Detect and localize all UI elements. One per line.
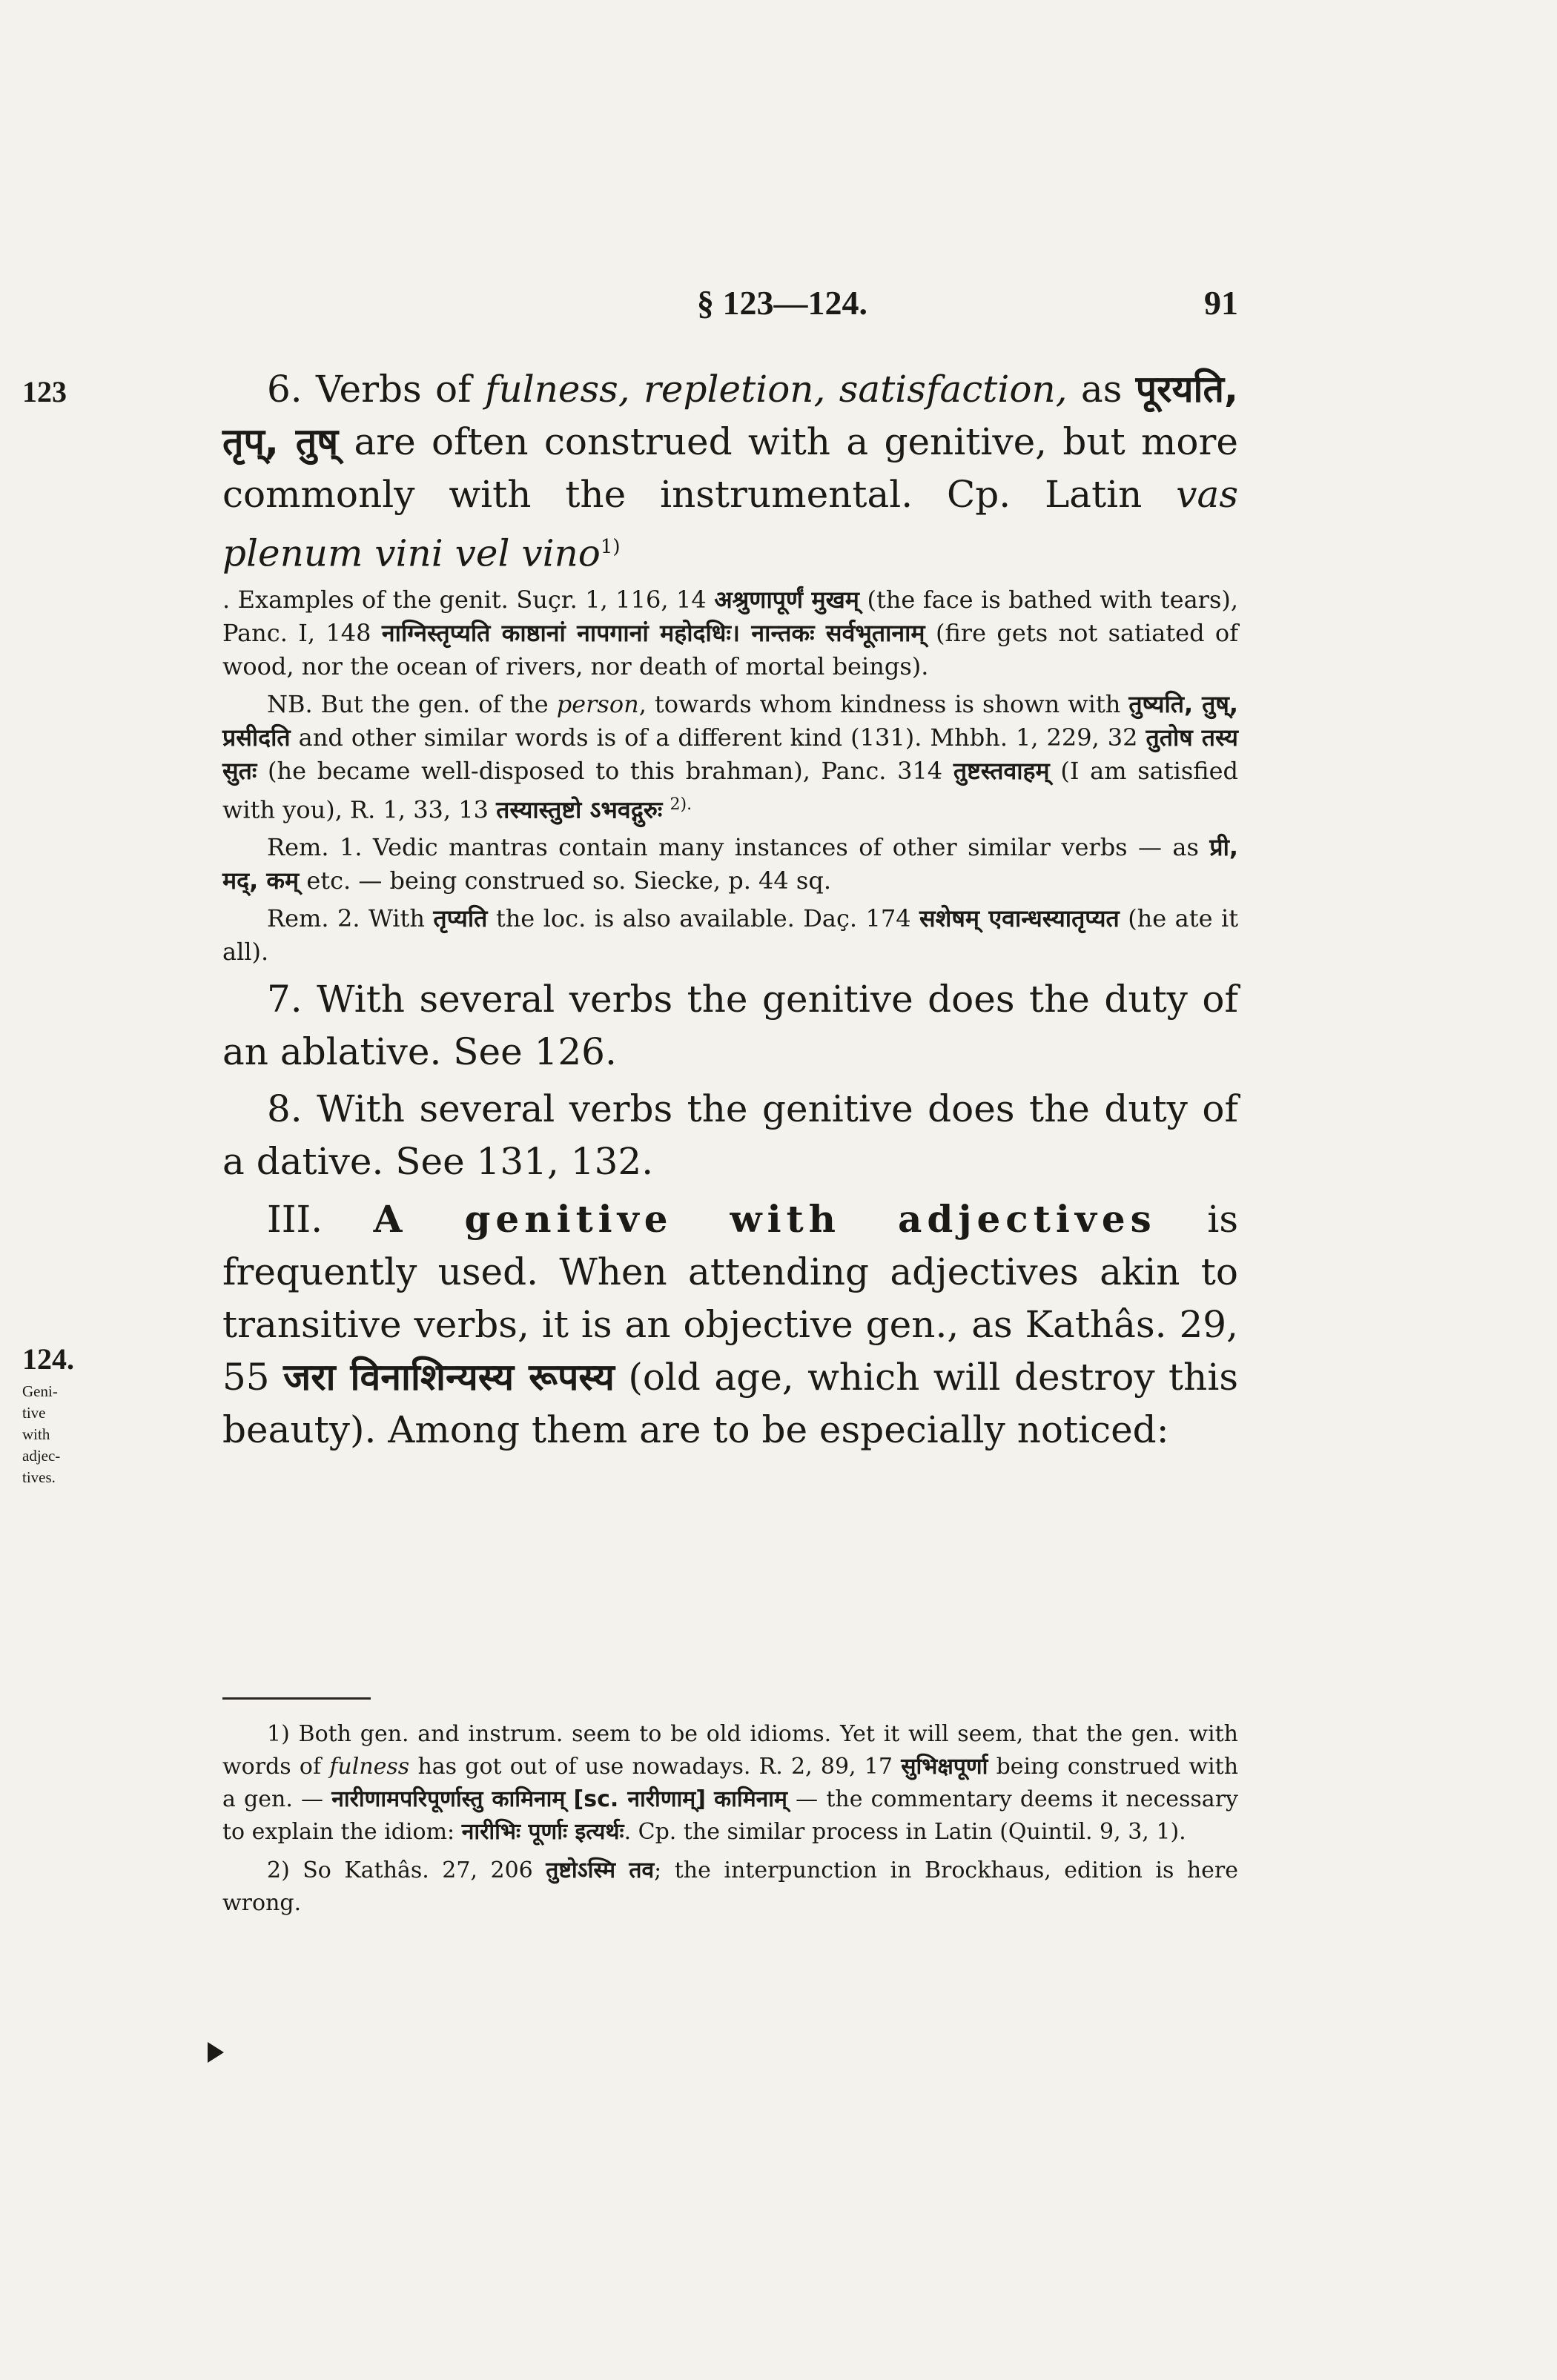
footnotes	[222, 1718, 1238, 1920]
page-turn-marker-icon	[208, 2042, 224, 2063]
margin-section-124	[22, 1342, 208, 1488]
para6-examples: . Examples of the genit. Suçr. 1, 116, 14 अश्रुणापूर्णं मुखम् (the face is bathed with tears), Panc. I, 148 नाग्निस्तृप्यति काष्ठानां नापगानां महोदधिः। नान्तकः सर्वभूतानाम् (fire gets not satiated of wood, nor the ocean of rivers, nor death of mortal beings).	[222, 585, 1239, 680]
footnote-2: 2) So Kathâs. 27, 206 तुष्टोऽस्मि तव; the interpunction in Brockhaus, edition is here wrong.	[222, 1857, 1238, 1916]
nb-note: NB. But the gen. of the person, towards whom kindness is shown with तुष्यति, तुष्, प्रसीदति and other similar words is of a different kind (131). Mhbh. 1, 229, 32 तुतोष तस्य सुतः (he became well-disposed to this brahman), Panc. 314 तुष्टस्तवाहम् (I am satisfied with you), R. 1, 33, 13 तस्यास्तुष्टो ऽभवद्गुरुः $^{2).}$	[222, 689, 1238, 824]
margin-number-123: 123	[22, 375, 67, 408]
sanskrit-example: जरा विनाशिन्यस्य रूपस्य	[283, 1356, 615, 1399]
para6-body: 6. Verbs of fulness, repletion, satisfaction, as पूरयति, तृप्, तुष् are often construed with a genitive, but more commonly with the instrumental. Cp. Latin vas plenum vini vel vino$^{1)}$	[222, 368, 1238, 575]
footnote-1: 1) Both gen. and instrum. seem to be old idioms. Yet it will seem, that the gen. with words of fulness has got out of use nowadays. R. 2, 89, 17 सुभिक्षपूर्णा being construed with a gen. — नारीणामपरिपूर्णास्तु कामिनाम् [sc. नारीणाम्] कामिनाम् — the commentary deems it necessary to explain the idiom: नारीभिः पूर्णाः इत्यर्थः. Cp. the similar process in Latin (Quintil. 9, 3, 1).	[222, 1721, 1239, 1845]
sanskrit-term: पूरयति,	[1135, 368, 1238, 411]
footnote-ref: 1)	[600, 536, 621, 558]
remark-2: Rem. 2. With तृप्यति the loc. is also available. Daç. 174 सशेषम् एवान्धस्यातृप्यत (he ate it all).	[222, 904, 1239, 967]
sanskrit-term: तृप्, तुष्	[222, 420, 339, 463]
paragraph-6	[222, 363, 1238, 1456]
margin-number-124: 124.	[22, 1342, 74, 1376]
footnote-divider	[222, 1697, 371, 1700]
footnote-ref: 2).	[670, 795, 692, 814]
sanskrit-example: अश्रुणापूर्णं मुखम्	[714, 585, 859, 614]
paragraph-124: III. A genitive with adjectives is frequently used. When attending adjectives akin to transitive verbs, it is an objective gen., as Kathâs. 29, 55 जरा विनाशिन्यस्य रूपस्य (old age, which will destroy this beauty). Among them are to be especially noticed:	[222, 1197, 1239, 1452]
page-number: 91	[1204, 284, 1238, 322]
section-range: § 123—124.	[697, 284, 867, 322]
running-header	[222, 283, 1238, 335]
sanskrit-example: नाग्निस्तृप्यति काष्ठानां नापगानां महोदधिः। नान्तकः सर्वभूतानाम्	[381, 618, 925, 647]
remark-1: Rem. 1. Vedic mantras contain many instances of other similar verbs — as प्री, मद्, कम् etc. — being construed so. Siecke, p. 44 sq.	[222, 833, 1239, 895]
margin-note-124: Geni- tive with adjec- tives.	[22, 1382, 61, 1486]
margin-section-123	[22, 374, 208, 409]
paragraph-7: 7. With several verbs the genitive does the duty of an ablative. See 126.	[222, 978, 1238, 1074]
paragraph-8: 8. With several verbs the genitive does the duty of a dative. See 131, 132.	[222, 1087, 1238, 1184]
